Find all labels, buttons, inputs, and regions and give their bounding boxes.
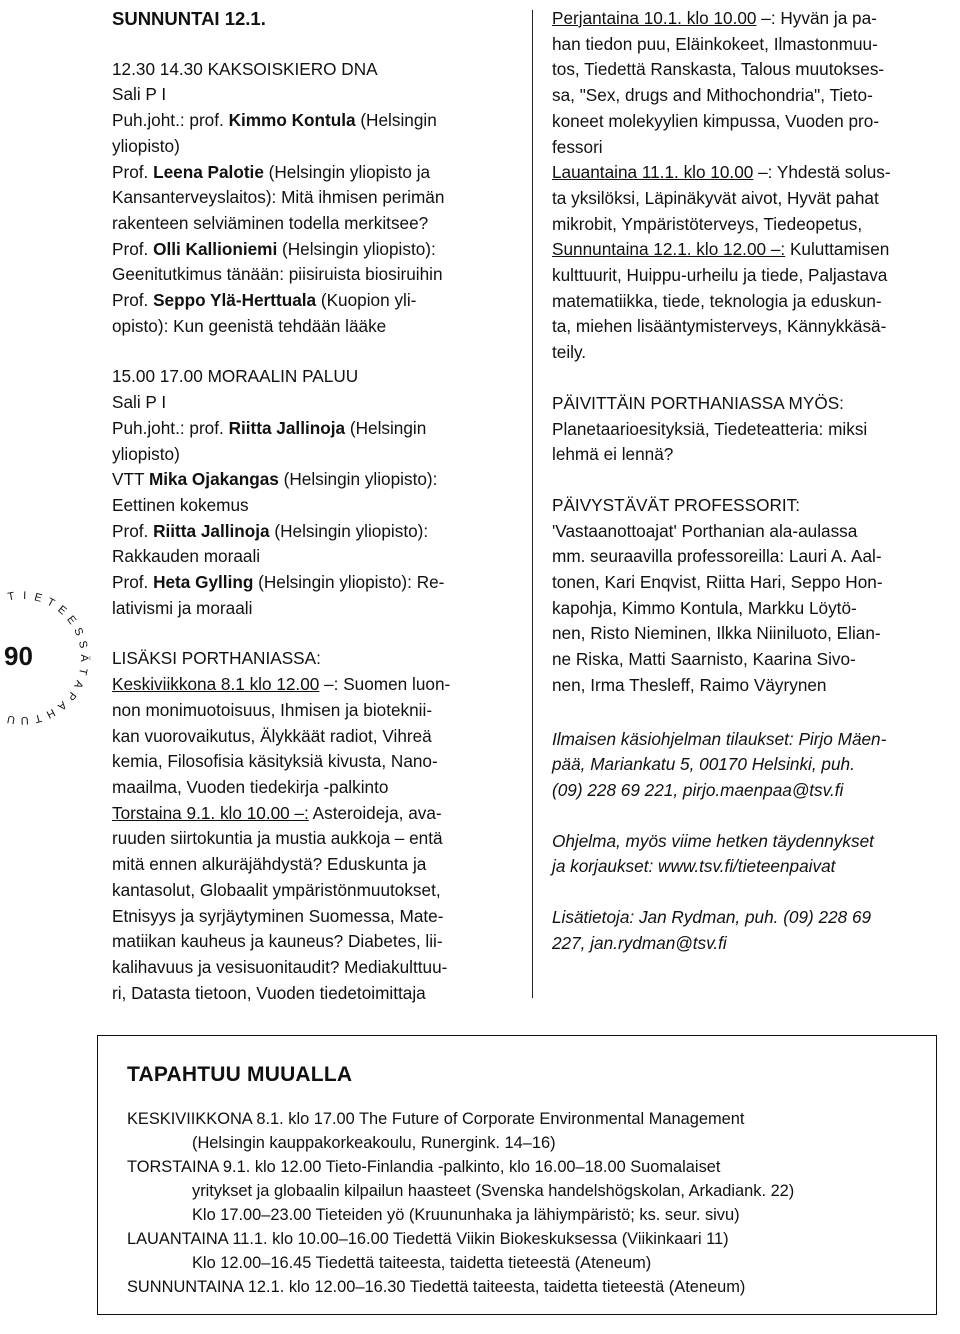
arc-letter: E [64, 613, 79, 627]
arc-letter: H [44, 705, 57, 721]
speaker-line: Prof. Olli Kallioniemi (Helsingin yliopisto): [112, 238, 436, 259]
arc-letter: T [44, 596, 57, 610]
event-line: Sunnuntaina 12.1. klo 12.00 –: Kuluttamisen [552, 239, 890, 260]
event-line: ruuden siirtokuntia ja mustia aukkoja – entä [112, 828, 443, 849]
session-chair: Puh.joht.: prof. Riitta Jallinoja (Helsingin [112, 417, 427, 438]
event-line: kulttuurit, Huippu-urheilu ja tiede, Paljastava [552, 265, 888, 286]
session-line: rakenteen selviäminen todella merkitsee? [112, 212, 429, 233]
session-line: Kansanterveyslaitos): Mitä ihmisen perimän [112, 187, 445, 208]
event-line: maailma, Vuoden tiedekirja -palkinto [112, 776, 389, 797]
event-line: kan vuorovaikutus, Älykkäät radiot, Vihreä [112, 725, 432, 746]
box-line: yritykset ja globaalin kilpailun haasteet (Svenska handelshögskolan, Arkadiank. 22) [192, 1182, 795, 1200]
event-line: sa, "Sex, drugs and Mithochondria", Tieto- [552, 85, 873, 106]
speaker-line: Prof. Leena Palotie (Helsingin yliopisto ja [112, 161, 431, 182]
arc-letter: P [64, 689, 79, 703]
event-line: ta yksilöksi, Läpinäkyvät aivot, Hyvät pahat [552, 187, 879, 208]
box-line: Klo 17.00–23.00 Tieteiden yö (Kruununhaka ja lähiympäristö; ks. seur. sivu) [192, 1206, 740, 1224]
session-line: lativismi ja moraali [112, 597, 253, 618]
session-title: 15.00 17.00 MORAALIN PALUU [112, 366, 359, 387]
friday-block [552, 6, 952, 160]
right-column [552, 6, 952, 957]
session-chair: Puh.joht.: prof. Kimmo Kontula (Helsingin [112, 110, 437, 131]
text-line: nen, Irma Thesleff, Raimo Väyrynen [552, 674, 827, 695]
arc-letter: U [6, 712, 17, 726]
session-line: opisto): Kun geenistä tehdään lääke [112, 315, 387, 336]
text-line: Planetaarioesityksiä, Tiedeteatteria: miksi [552, 418, 868, 439]
session-title: 12.30 14.30 KAKSOISKIERO DNA [112, 58, 378, 79]
box-line: SUNNUNTAINA 12.1. klo 12.00–16.30 Tiedettä taiteesta, taidetta tieteestä (Ateneum) [127, 1278, 746, 1296]
event-line: fessori [552, 136, 603, 157]
event-line: non monimuotoisuus, Ihmisen ja bioteknii- [112, 699, 433, 720]
sunday-block [552, 237, 952, 366]
section-heading: PÄIVITTÄIN PORTHANIASSA MYÖS: [552, 392, 844, 413]
page-number: 90 [4, 641, 33, 671]
session-line: yliopisto) [112, 135, 180, 156]
session-room: Sali P I [112, 84, 167, 105]
event-line: ta, miehen lisääntymisterveys, Kännykkäsä- [552, 316, 887, 337]
section-heading: LISÄKSI PORTHANIASSA: [112, 648, 321, 669]
text-line: pää, Mariankatu 5, 00170 Helsinki, puh. [552, 754, 855, 775]
text-line: ja korjaukset: www.tsv.fi/tieteenpaivat [552, 856, 836, 877]
text-line: ne Riska, Matti Saarnisto, Kaarina Sivo- [552, 649, 856, 670]
speaker-line: Prof. Seppo Ylä-Herttuala (Kuopion yli- [112, 290, 417, 311]
event-line: Torstaina 9.1. klo 10.00 –: Asteroideja, ava- [112, 802, 442, 823]
speaker-line: Prof. Heta Gylling (Helsingin yliopisto): Re- [112, 572, 445, 593]
text-line: kapohja, Kimmo Kontula, Markku Löytö- [552, 597, 857, 618]
text-line: 227, jan.rydman@tsv.fi [552, 932, 727, 953]
speaker-line: Prof. Riitta Jallinoja (Helsingin yliopisto): [112, 520, 429, 541]
event-line: Perjantaina 10.1. klo 10.00 –: Hyvän ja pa- [552, 8, 877, 28]
thursday-block [112, 801, 512, 1007]
order-info [552, 727, 952, 804]
daily-block [552, 391, 952, 468]
text-line: lehmä ei lennä? [552, 444, 674, 465]
speaker-line: VTT Mika Ojakangas (Helsingin yliopisto): [112, 469, 438, 490]
event-line: Lauantaina 11.1. klo 10.00 –: Yhdestä solus- [552, 162, 891, 183]
box-title: TAPAHTUU MUUALLA [127, 1063, 353, 1086]
arc-letter: E [32, 591, 44, 605]
text-line: mm. seuraavilla professoreilla: Lauri A. Aal- [552, 546, 882, 567]
professors-block [552, 493, 952, 699]
arc-letter: E [55, 603, 69, 618]
event-line: ri, Datasta tietoon, Vuoden tiedetoimittaja [112, 982, 426, 1003]
saturday-block [552, 160, 952, 237]
session-moraali [112, 364, 512, 621]
session-room: Sali P I [112, 392, 167, 413]
arc-letter: I [22, 589, 27, 603]
event-line: tos, Tiedettä Ranskasta, Talous muutokses- [552, 59, 885, 80]
box-line: TORSTAINA 9.1. klo 12.00 Tieto-Finlandia -palkinto, klo 16.00–18.00 Suomalaiset [127, 1158, 721, 1176]
text-line: (09) 228 69 221, pirjo.maenpaa@tsv.fi [552, 779, 844, 800]
event-line: kemia, Filosofisia käsityksiä kivusta, Nano- [112, 751, 438, 772]
event-line: matematiikka, tiede, teknologia ja eduskun- [552, 290, 882, 311]
box-line: Klo 12.00–16.45 Tiedettä taiteesta, taidetta tieteestä (Ateneum) [192, 1254, 652, 1272]
contact-info [552, 905, 952, 956]
arc-letter: A [71, 678, 86, 691]
text-line: tonen, Kari Enqvist, Riitta Hari, Seppo Hon- [552, 572, 883, 593]
box-line: (Helsingin kauppakorkeakoulu, Runergink. 14–16) [192, 1134, 556, 1152]
text-line: Ilmaisen käsiohjelman tilaukset: Pirjo Mäen- [552, 728, 887, 749]
event-line: mitä ennen alkuräjähdystä? Eduskunta ja [112, 854, 427, 875]
program-info [552, 829, 952, 880]
arc-letter: A [55, 698, 69, 713]
elsewhere-box [97, 1035, 937, 1315]
arc-letter: T [76, 666, 90, 677]
text-line: Ohjelma, myös viime hetken täydennykset [552, 830, 874, 851]
session-line: Rakkauden moraali [112, 546, 261, 567]
session-line: Eettinen kokemus [112, 494, 249, 515]
session-dna [112, 57, 512, 340]
event-line: Keskiviikkona 8.1 klo 12.00 –: Suomen luon- [112, 674, 451, 695]
arc-letter: Ä [78, 654, 91, 662]
arc-letter: U [20, 713, 29, 727]
arc-letter: T [33, 711, 43, 725]
left-column [112, 6, 512, 1006]
box-line: KESKIVIIKKONA 8.1. klo 17.00 The Future of Corporate Environmental Management [127, 1110, 745, 1128]
arc-letter: T [6, 590, 16, 604]
sunday-heading: SUNNUNTAI 12.1. [112, 8, 266, 29]
column-divider [532, 10, 533, 998]
arc-letter: S [75, 639, 90, 650]
session-line: yliopisto) [112, 443, 180, 464]
section-heading: PÄIVYSTÄVÄT PROFESSORIT: [552, 494, 801, 515]
event-line: han tiedon puu, Eläinkokeet, Ilmastonmuu- [552, 33, 878, 54]
text-line: 'Vastaanottoajat' Porthanian ala-aulassa [552, 520, 858, 541]
event-line: koneet molekyylien kimpussa, Vuoden pro- [552, 110, 880, 131]
box-lines [127, 1107, 927, 1299]
event-line: mikrobit, Ympäristöterveys, Tiedeopetus, [552, 213, 863, 234]
session-line: Geenitutkimus tänään: piisiruista biosiruihin [112, 264, 443, 285]
porthania-extra [112, 646, 512, 1006]
event-line: matiikan kauheus ja kauneus? Diabetes, lii- [112, 931, 443, 952]
event-line: kalihavuus ja vesisuonitaudit? Mediakulttuu- [112, 956, 448, 977]
arc-letter: S [71, 625, 86, 638]
box-line: LAUANTAINA 11.1. klo 10.00–16.00 Tiedettä Viikin Biokeskuksessa (Viikinkaari 11) [127, 1230, 729, 1248]
event-line: teily. [552, 342, 587, 363]
event-line: Etnisyys ja syrjäytyminen Suomessa, Mate- [112, 905, 444, 926]
text-line: Lisätietoja: Jan Rydman, puh. (09) 228 69 [552, 907, 872, 928]
event-line: kantasolut, Globaalit ympäristönmuutokset, [112, 879, 441, 900]
text-line: nen, Risto Nieminen, Ilkka Niiniluoto, Elian- [552, 623, 881, 644]
wednesday-block [112, 672, 512, 801]
